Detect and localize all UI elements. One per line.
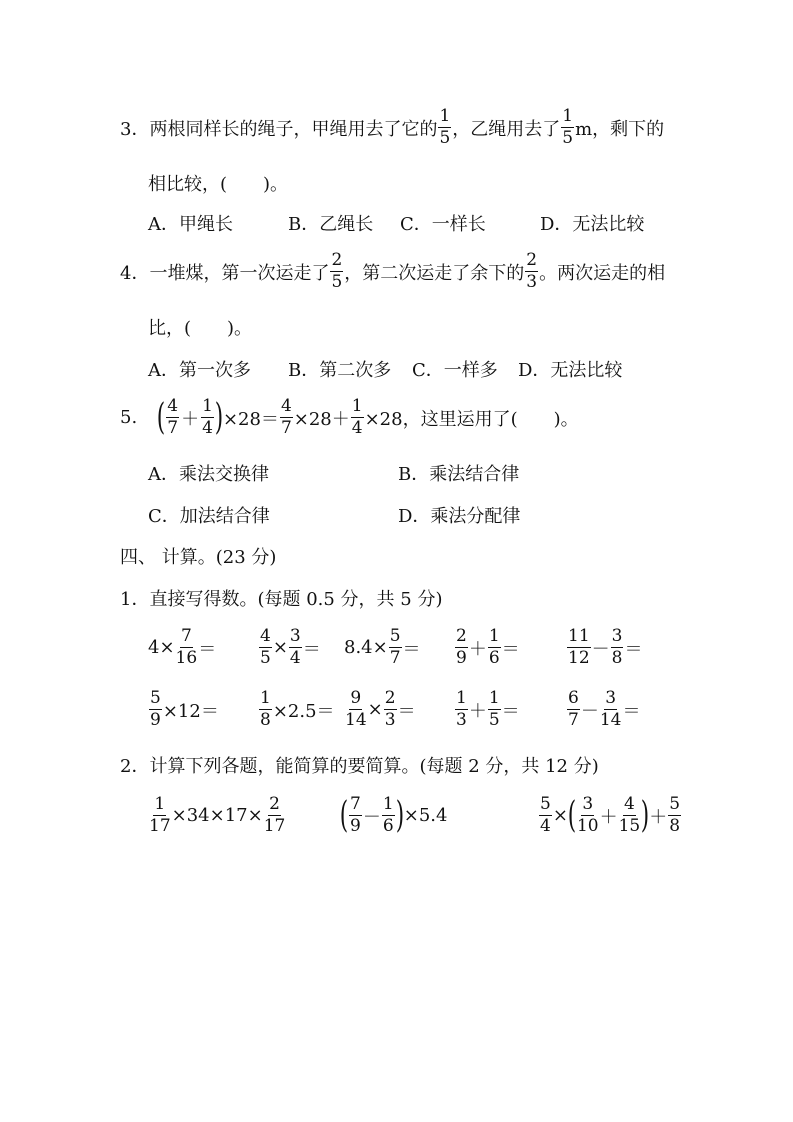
q5-option-d: D．乘法分配律 (398, 506, 521, 527)
fraction: $\frac{1}{5}$ (562, 106, 574, 148)
q4-option-a: A．第一次多 (148, 360, 251, 381)
q3-option-d: D．无法比较 (540, 214, 645, 235)
calc-item: $\frac{2}{9}$ ＋ $\frac{1}{6}$ ＝ (456, 626, 520, 668)
q5-option-b: B．乘法结合律 (398, 464, 520, 485)
expr-3: $\frac{5}{4}$ × ( $\frac{3}{10}$ ＋ $\frac{4}{15}$ ) ＋ $\frac{5}{8}$ (540, 794, 681, 836)
q3-option-b: B．乙绳长 (288, 214, 374, 235)
q4-text-2: ，第二次运走了余下的 (344, 262, 525, 284)
fraction: $\frac{2}{5}$ (331, 250, 343, 292)
fraction: $\frac{1}{4}$ (202, 396, 213, 438)
q4-text-1: 一堆煤，第一次运走了 (149, 262, 330, 284)
q3-text-1: 两根同样长的绳子，甲绳用去了它的 (149, 118, 438, 140)
q5-text-2: ×28＋ (293, 408, 350, 430)
calc-item: 8.4× $\frac{5}{7}$ ＝ (344, 626, 421, 668)
q4-option-d: D．无法比较 (518, 360, 623, 381)
fraction: $\frac{4}{7}$ (280, 396, 292, 438)
calc-item: $\frac{1}{8}$ ×2.5＝ (260, 688, 335, 730)
q3-text-2: ，乙绳用去了 (452, 118, 561, 140)
q4-option-b: B．第二次多 (288, 360, 392, 381)
q4-line2: 比，( )。 (148, 318, 253, 339)
q4-line1 (120, 252, 665, 291)
part2-title: 2．计算下列各题，能简算的要简算。(每题 2 分，共 12 分) (120, 756, 599, 777)
part1-title: 1．直接写得数。(每题 0.5 分，共 5 分) (120, 589, 443, 610)
fraction: $\frac{1}{4}$ (351, 396, 363, 438)
q3-line1 (120, 108, 664, 147)
q4-option-c: C．一样多 (412, 360, 498, 381)
q3-line2: 相比较，( )。 (148, 174, 289, 195)
q4-number: 4． (120, 262, 150, 284)
q5-number: 5. (120, 407, 138, 428)
calc-item: $\frac{11}{12}$ － $\frac{3}{8}$ ＝ (568, 626, 643, 668)
q5-option-a: A．乘法交换律 (148, 464, 269, 485)
q3-number: 3． (120, 118, 150, 140)
left-paren: ( (156, 396, 166, 438)
section-title: 四、 计算。(23 分) (120, 547, 277, 568)
q3-text-3: m，剩下的 (575, 118, 665, 140)
q5-option-c: C．加法结合律 (148, 506, 270, 527)
plus-sign: ＋ (181, 408, 200, 430)
q3-option-a: A．甲绳长 (148, 214, 233, 235)
calc-item: $\frac{9}{14}$ × $\frac{2}{3}$ ＝ (345, 688, 416, 730)
q5-text-3: ×28，这里运用了( )。 (364, 408, 579, 430)
calc-item: $\frac{4}{5}$ × $\frac{3}{4}$ ＝ (260, 626, 321, 668)
calc-item: 4× $\frac{7}{16}$ ＝ (148, 626, 217, 668)
fraction: $\frac{2}{3}$ (526, 250, 538, 292)
expr-2: ( $\frac{7}{9}$ － $\frac{1}{6}$ ) ×5.4 (339, 794, 448, 836)
q5-text-1: ×28＝ (222, 408, 279, 430)
q5-line1 (120, 398, 579, 437)
q3-option-c: C．一样长 (400, 214, 486, 235)
calc-item: $\frac{1}{3}$ ＋ $\frac{1}{5}$ ＝ (456, 688, 520, 730)
fraction: $\frac{4}{7}$ (167, 396, 179, 438)
calc-item: $\frac{5}{9}$ ×12＝ (150, 688, 219, 730)
expr-1: $\frac{1}{17}$ ×34×17× $\frac{2}{17}$ (149, 794, 286, 836)
fraction: $\frac{1}{5}$ (439, 106, 451, 148)
calc-item: $\frac{6}{7}$ － $\frac{3}{14}$ ＝ (568, 688, 641, 730)
q4-text-3: 。两次运走的相 (539, 262, 666, 284)
right-paren: ) (214, 396, 224, 438)
